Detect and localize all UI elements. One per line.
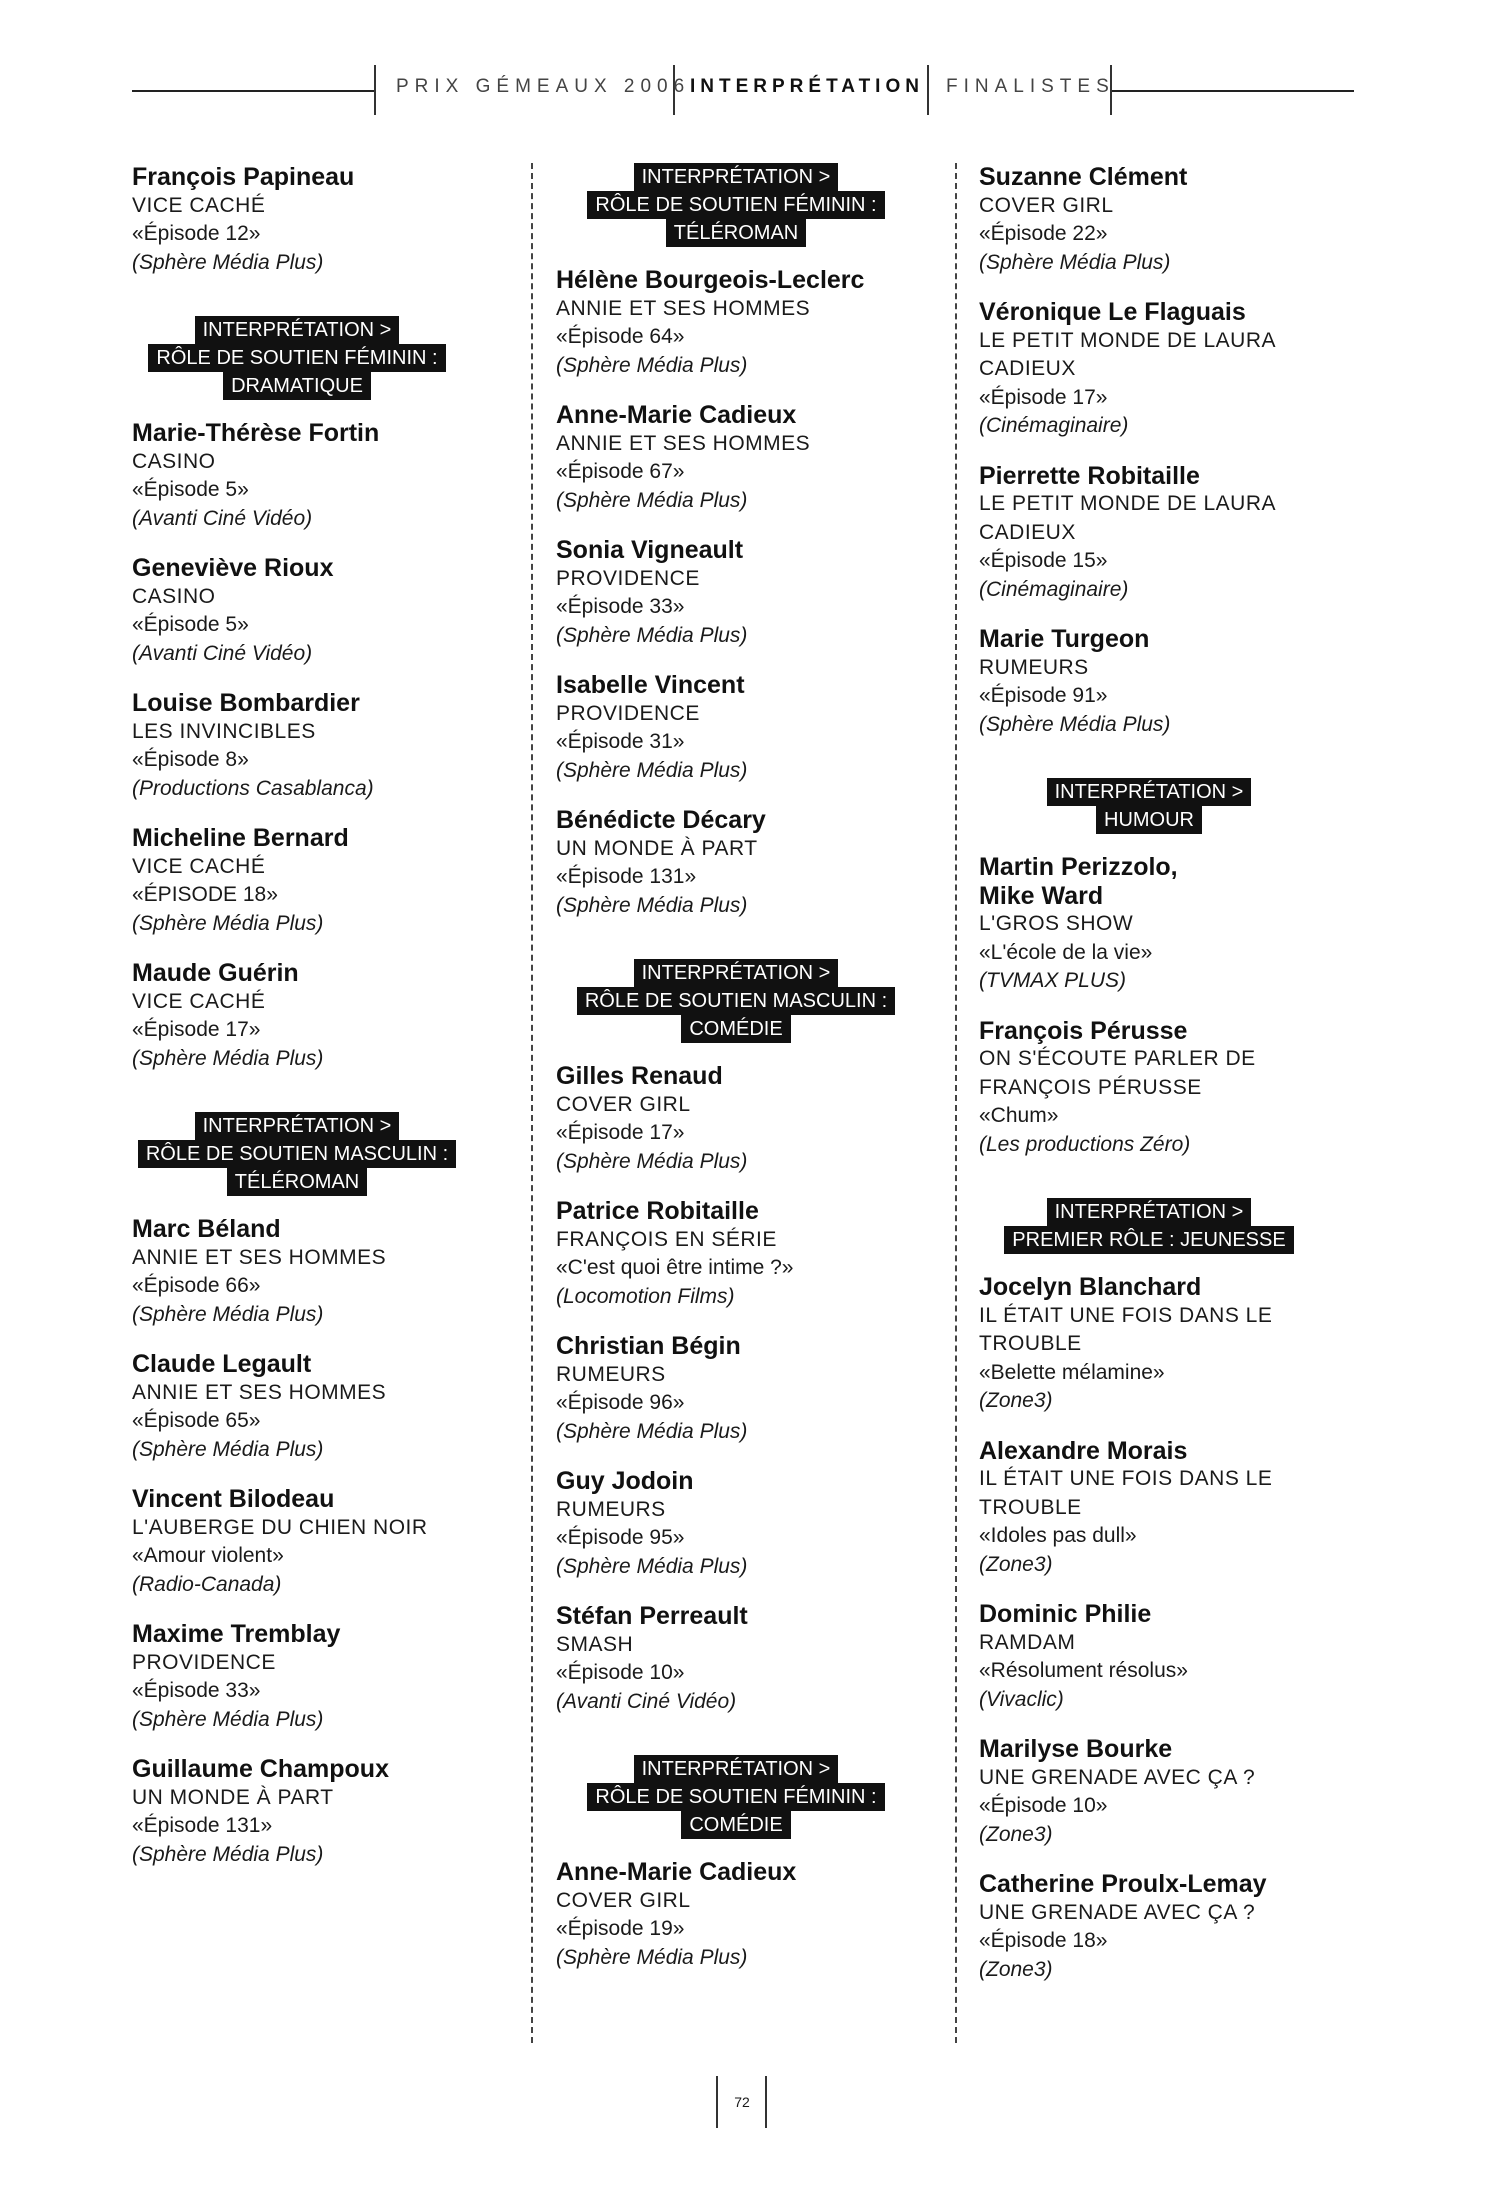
category-heading-line: COMÉDIE [681,1015,790,1043]
producer-name: (Productions Casablanca) [132,776,374,800]
show-title: RUMEURS [979,655,1089,679]
nominee-name: Maxime Tremblay [132,1620,341,1648]
nominee-entry [556,806,916,920]
producer-name: (Sphère Média Plus) [132,250,324,274]
producer-name: (Sphère Média Plus) [132,1302,324,1326]
episode-title: «Épisode 33» [132,1679,261,1702]
episode-title: «Épisode 95» [556,1526,685,1549]
show-title: VICE CACHÉ [132,854,266,878]
category-heading-line: DRAMATIQUE [223,372,371,400]
producer-name: (Zone3) [979,1552,1053,1576]
episode-title: «Épisode 5» [132,613,249,636]
category-heading-line: RÔLE DE SOUTIEN MASCULIN : [577,987,895,1015]
show-title: COVER GIRL [979,193,1114,217]
nominee-entry [979,1600,1319,1714]
category-heading-line: TÉLÉROMAN [227,1168,367,1196]
episode-title: «Épisode 65» [132,1409,261,1432]
nominee-name: Claude Legault [132,1350,312,1378]
nominee-entry [132,959,462,1073]
episode-title: «Épisode 96» [556,1391,685,1414]
producer-name: (Vivaclic) [979,1687,1064,1711]
header-section: INTERPRÉTATION [690,76,924,97]
category-heading-line: RÔLE DE SOUTIEN FÉMININ : [587,1783,884,1811]
nominee-entry [979,1735,1319,1849]
nominee-entry [556,1062,916,1176]
producer-name: (Sphère Média Plus) [556,1149,748,1173]
nominee-entry [556,401,916,515]
category-heading-line: INTERPRÉTATION > [634,1755,839,1783]
category-heading-line: INTERPRÉTATION > [634,163,839,191]
nominee-name: Marie-Thérèse Fortin [132,419,380,447]
show-title: RAMDAM [979,1630,1076,1654]
nominee-entry [979,298,1319,441]
show-title: ANNIE ET SES HOMMES [556,296,811,320]
nominee-name: Patrice Robitaille [556,1197,759,1225]
producer-name: (Zone3) [979,1957,1053,1981]
producer-name: (TVMAX PLUS) [979,969,1127,992]
nominee-entry [132,1620,462,1734]
producer-name: (Sphère Média Plus) [556,1419,748,1443]
show-title: ANNIE ET SES HOMMES [132,1380,387,1404]
nominee-entry [979,462,1319,605]
nominee-name: Marie Turgeon [979,625,1150,653]
column-divider [955,163,957,2043]
episode-title: «Épisode 12» [132,222,261,245]
producer-name: (Sphère Média Plus) [556,1945,748,1969]
episode-title: «Résolument résolus» [979,1659,1188,1682]
nominee-entry [556,1332,916,1446]
header-event: PRIX GÉMEAUX 2006 [396,76,691,97]
category-heading-line: INTERPRÉTATION > [195,1112,400,1140]
nominee-name: Maude Guérin [132,959,299,987]
episode-title: «Idoles pas dull» [979,1524,1137,1547]
producer-name: (Sphère Média Plus) [556,623,748,647]
episode-title: «Épisode 33» [556,595,685,618]
nominee-name: Hélène Bourgeois-Leclerc [556,266,865,294]
producer-name: (Sphère Média Plus) [556,353,748,377]
show-title: IL ÉTAIT UNE FOIS DANS LE TROUBLE [979,1303,1273,1355]
show-title: SMASH [556,1632,634,1656]
nominee-entry [979,625,1319,739]
nominee-entry [556,1197,916,1311]
page-number: 72 [734,2094,750,2110]
episode-title: «Épisode 31» [556,730,685,753]
nominee-entry [556,1602,916,1716]
episode-title: «Épisode 17» [979,385,1108,409]
nominee-name: Véronique Le Flaguais [979,298,1246,326]
show-title: ANNIE ET SES HOMMES [556,431,811,455]
nominee-name: Dominic Philie [979,1600,1152,1628]
column-right [979,163,1319,2005]
episode-title: «Épisode 131» [556,865,697,888]
show-title: CASINO [132,449,216,473]
episode-title: «Épisode 91» [979,684,1108,707]
episode-title: «Épisode 5» [132,478,249,501]
episode-title: «Épisode 64» [556,325,685,348]
show-title: LES INVINCIBLES [132,719,316,743]
episode-title: «Épisode 17» [132,1018,261,1041]
show-title: ANNIE ET SES HOMMES [132,1245,387,1269]
category-heading-line: RÔLE DE SOUTIEN FÉMININ : [587,191,884,219]
nominee-name: Stéfan Perreault [556,1602,748,1630]
nominee-entry [979,1870,1319,1984]
producer-name: (Sphère Média Plus) [132,1046,324,1070]
category-heading [132,1112,462,1196]
nominee-entry [132,689,462,803]
show-title: UN MONDE À PART [556,836,758,860]
episode-title: «Amour violent» [132,1544,284,1567]
nominee-entry [979,1273,1319,1416]
column-left [132,163,462,1890]
nominee-name: Catherine Proulx-Lemay [979,1870,1267,1898]
producer-name: (Avanti Ciné Vidéo) [556,1689,737,1713]
header-subtitle: FINALISTES [946,76,1115,97]
nominee-name: Vincent Bilodeau [132,1485,335,1513]
episode-title: «Épisode 19» [556,1917,685,1940]
show-title: L'AUBERGE DU CHIEN NOIR [132,1515,428,1539]
show-title: VICE CACHÉ [132,193,266,217]
producer-name: (Avanti Ciné Vidéo) [132,506,313,530]
producer-name: (Sphère Média Plus) [132,1707,324,1731]
episode-title: «Épisode 17» [556,1121,685,1144]
producer-name: (Sphère Média Plus) [556,893,748,917]
category-heading-line: INTERPRÉTATION > [1047,1198,1252,1226]
nominee-entry [556,671,916,785]
show-title: LE PETIT MONDE DE LAURA CADIEUX [979,328,1277,380]
show-title: UNE GRENADE AVEC ÇA ? [979,1765,1256,1789]
episode-title: «L'école de la vie» [979,940,1153,964]
episode-title: «Épisode 8» [132,748,249,771]
show-title: RUMEURS [556,1362,666,1386]
category-heading-line: INTERPRÉTATION > [1047,778,1252,806]
producer-name: (Zone3) [979,1389,1053,1412]
show-title: ON S'ÉCOUTE PARLER DE FRANÇOIS PÉRUSSE [979,1047,1256,1099]
nominee-name: Suzanne Clément [979,163,1188,191]
nominee-name: Marilyse Bourke [979,1735,1173,1763]
nominee-entry [556,1467,916,1581]
producer-name: (Sphère Média Plus) [556,488,748,512]
nominee-name: François Papineau [132,163,355,191]
header-divider [927,65,929,115]
category-heading [556,1755,916,1839]
producer-name: (Sphère Média Plus) [979,712,1171,736]
nominee-entry [979,1437,1319,1580]
category-heading [556,959,916,1043]
show-title: FRANÇOIS EN SÉRIE [556,1227,777,1251]
nominee-entry [979,163,1319,277]
category-heading-line: INTERPRÉTATION > [634,959,839,987]
category-heading-line: INTERPRÉTATION > [195,316,400,344]
nominee-name: Isabelle Vincent [556,671,745,699]
nominee-entry [132,1485,462,1599]
episode-title: «Épisode 15» [979,549,1108,572]
nominee-name: Micheline Bernard [132,824,349,852]
nominee-name: Guy Jodoin [556,1467,694,1495]
show-title: PROVIDENCE [556,566,700,590]
nominee-name: Sonia Vigneault [556,536,744,564]
nominee-name: Christian Bégin [556,1332,741,1360]
nominee-entry [132,1755,462,1869]
category-heading-line: TÉLÉROMAN [666,219,806,247]
show-title: COVER GIRL [556,1888,691,1912]
show-title: RUMEURS [556,1497,666,1521]
show-title: IL ÉTAIT UNE FOIS DANS LE TROUBLE [979,1467,1273,1519]
producer-name: (Sphère Média Plus) [132,1842,324,1866]
show-title: L'GROS SHOW [979,912,1134,935]
episode-title: «Épisode 67» [556,460,685,483]
episode-title: «C'est quoi être intime ?» [556,1256,794,1279]
category-heading [132,316,462,400]
producer-name: (Sphère Média Plus) [556,1554,748,1578]
column-divider [531,163,533,2043]
category-heading-line: COMÉDIE [681,1811,790,1839]
nominee-entry [132,1215,462,1329]
producer-name: (Locomotion Films) [556,1284,735,1308]
nominee-name: Anne-Marie Cadieux [556,1858,797,1886]
producer-name: (Cinémaginaire) [979,577,1129,601]
nominee-entry [979,853,1319,996]
nominee-entry [132,419,462,533]
episode-title: «Chum» [979,1104,1059,1127]
category-heading [556,163,916,247]
episode-title: «Épisode 10» [979,1794,1108,1817]
category-heading [979,778,1319,834]
nominee-entry [556,1858,916,1972]
header-divider [374,65,376,115]
category-heading-line: PREMIER RÔLE : JEUNESSE [1004,1226,1293,1254]
producer-name: (Sphère Média Plus) [979,250,1171,274]
show-title: VICE CACHÉ [132,989,266,1013]
episode-title: «Épisode 66» [132,1274,261,1297]
nominee-name: Marc Béland [132,1215,281,1243]
producer-name: (Sphère Média Plus) [556,758,748,782]
nominee-entry [979,1017,1319,1160]
episode-title: «Épisode 22» [979,222,1108,245]
producer-name: (Radio-Canada) [132,1572,282,1596]
nominee-entry [132,554,462,668]
nominee-entry [556,266,916,380]
nominee-name: Gilles Renaud [556,1062,723,1090]
nominee-name: Martin Perizzolo, Mike Ward [979,853,1178,910]
nominee-name: Jocelyn Blanchard [979,1273,1202,1301]
nominee-entry [132,824,462,938]
nominee-name: Guillaume Champoux [132,1755,389,1783]
nominee-name: Anne-Marie Cadieux [556,401,797,429]
show-title: UNE GRENADE AVEC ÇA ? [979,1900,1256,1924]
nominee-name: Geneviève Rioux [132,554,334,582]
show-title: COVER GIRL [556,1092,691,1116]
nominee-name: François Pérusse [979,1016,1188,1045]
episode-title: «Épisode 131» [132,1814,273,1837]
episode-title: «Épisode 18» [979,1929,1108,1952]
show-title: LE PETIT MONDE DE LAURA CADIEUX [979,492,1277,544]
header-rule-left [132,90,375,92]
nominee-name: Pierrette Robitaille [979,461,1200,490]
episode-title: «ÉPISODE 18» [132,883,278,906]
producer-name: (Sphère Média Plus) [132,911,324,935]
show-title: PROVIDENCE [556,701,700,725]
category-heading-line: RÔLE DE SOUTIEN MASCULIN : [138,1140,456,1168]
header-rule-right [1111,90,1354,92]
nominee-name: Alexandre Morais [979,1436,1188,1465]
producer-name: (Les productions Zéro) [979,1132,1191,1156]
nominee-name: Bénédicte Décary [556,806,766,834]
show-title: PROVIDENCE [132,1650,276,1674]
category-heading-line: RÔLE DE SOUTIEN FÉMININ : [148,344,445,372]
episode-title: «Épisode 10» [556,1661,685,1684]
nominee-entry [132,1350,462,1464]
show-title: UN MONDE À PART [132,1785,334,1809]
producer-name: (Cinémaginaire) [979,414,1129,437]
episode-title: «Belette mélamine» [979,1360,1165,1384]
show-title: CASINO [132,584,216,608]
category-heading-line: HUMOUR [1096,806,1202,834]
nominee-entry [132,163,462,277]
category-heading [979,1198,1319,1254]
producer-name: (Avanti Ciné Vidéo) [132,641,313,665]
column-middle [556,163,916,1993]
producer-name: (Zone3) [979,1822,1053,1846]
producer-name: (Sphère Média Plus) [132,1437,324,1461]
nominee-entry [556,536,916,650]
nominee-name: Louise Bombardier [132,689,360,717]
